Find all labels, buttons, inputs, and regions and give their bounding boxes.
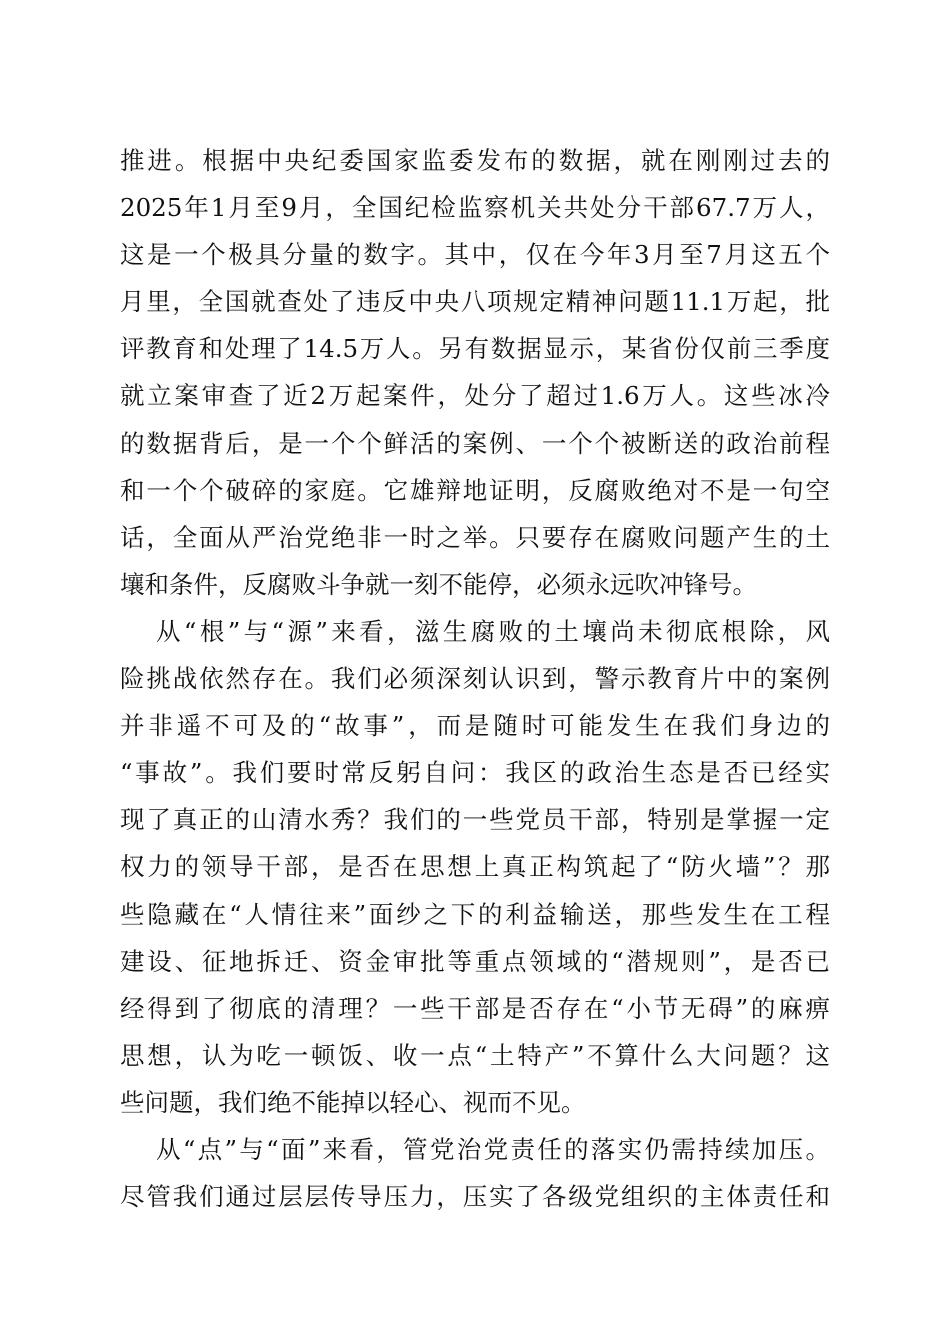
text-line: 现了真正的山清水秀？我们的一些党员干部，特别是掌握一定: [120, 805, 830, 835]
text-line: 和一个个破碎的家庭。它雄辩地证明，反腐败绝对不是一句空: [120, 475, 830, 505]
text-line: 建设、征地拆迁、资金审批等重点领域的“潜规则”，是否已: [120, 946, 830, 976]
text-line: 并非遥不可及的“故事”，而是随时可能发生在我们身边的: [120, 711, 830, 741]
text-line: 2025年1月至9月，全国纪检监察机关共处分干部67.7万人，: [120, 193, 830, 223]
text-line: 推进。根据中央纪委国家监委发布的数据，就在刚刚过去的: [120, 146, 830, 175]
paragraph: [120, 1126, 830, 1220]
text-line: 尽管我们通过层层传导压力，压实了各级党组织的主体责任和: [120, 1182, 830, 1212]
text-line: 权力的领导干部，是否在思想上真正构筑起了“防火墙”？那: [120, 852, 830, 882]
text-line: 的数据背后，是一个个鲜活的案例、一个个被断送的政治前程: [120, 428, 830, 458]
paragraph: [120, 608, 830, 1126]
paragraph: [120, 137, 830, 608]
text-line: 些问题，我们绝不能掉以轻心、视而不见。: [120, 1087, 586, 1117]
text-line: 思想，认为吃一顿饭、收一点“土特产”不算什么大问题？这: [120, 1040, 830, 1070]
text-line: 评教育和处理了14.5万人。另有数据显示，某省份仅前三季度: [120, 334, 830, 364]
text-line: 险挑战依然存在。我们必须深刻认识到，警示教育片中的案例: [120, 664, 830, 694]
document-page: [120, 137, 830, 1220]
text-line: 壤和条件，反腐败斗争就一刻不能停，必须永远吹冲锋号。: [120, 569, 757, 599]
text-line: 从“点”与“面”来看，管党治党责任的落实仍需持续加压。: [156, 1134, 830, 1164]
text-line: 从“根”与“源”来看，滋生腐败的土壤尚未彻底根除，风: [156, 616, 830, 646]
text-line: 话，全面从严治党绝非一时之举。只要存在腐败问题产生的土: [120, 522, 830, 552]
text-line: 这是一个极具分量的数字。其中，仅在今年3月至7月这五个: [120, 240, 830, 270]
text-line: “事故”。我们要时常反躬自问：我区的政治生态是否已经实: [120, 758, 830, 788]
text-line: 些隐藏在“人情往来”面纱之下的利益输送，那些发生在工程: [120, 899, 830, 929]
text-line: 月里，全国就查处了违反中央八项规定精神问题11.1万起，批: [120, 287, 830, 317]
text-line: 经得到了彻底的清理？一些干部是否存在“小节无碍”的麻痹: [120, 993, 830, 1023]
text-line: 就立案审查了近2万起案件，处分了超过1.6万人。这些冰冷: [120, 381, 830, 411]
